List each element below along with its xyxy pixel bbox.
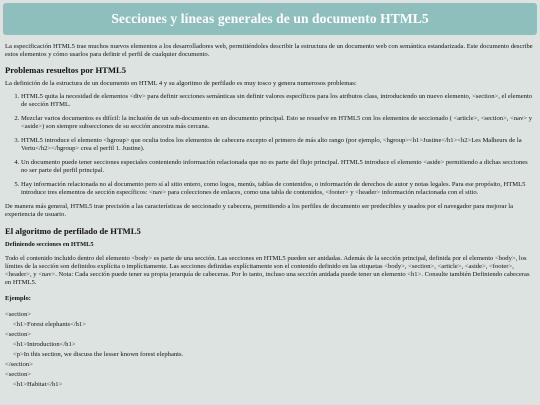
algorithm-heading: El algoritmo de perfilado de HTML5	[5, 226, 141, 236]
code-line: <section>	[5, 311, 32, 318]
problems-intro: La definición de la estructura de un documento en HTML 4 y su algoritmo de perfilado es muy tosco y genera numerosos problemas:	[5, 80, 357, 87]
problems-heading: Problemas resueltos por HTML5	[5, 65, 127, 75]
list-item: 2. Mezclar varios documentos es difícil: la inclusión de un sub-documento en un documento principal. Esto se resuelve en HTML5 con los elementos de seccionado ( <article>, <section>, <nav> y <aside>) son siempre subsecciones de su sección ancestra más cercana.	[21, 115, 533, 131]
page-title: Secciones y líneas generales de un documento HTML5	[111, 11, 429, 26]
summary-paragraph: De manera más general, HTML5 trae precisión a las características de seccionado y cabecera, permitiendo a los perfiles de documento ser predecibles y usados por el navegador para mejorar la experiencia de usuario.	[5, 203, 514, 218]
list-item: 5. Hay información relacionada no al documento pero sí al sitio entero, como logos, menús, tablas de contenidos, o información de derechos de autor y notas legales. Para ese propósito, HTML5 introduce tres elementos de sección específicos: <nav> para colecciones de enlaces, como una tabla de contenidos, <footer> y <header> información relacionada con el sitio.	[21, 181, 533, 197]
intro-paragraph: La especificación HTML5 trae muchos nuevos elementos a los desarrolladores web, permitiéndoles describir la estructura de un documento web con semántica estandarizada. Este documento describe estos elementos y cómo usarlos para definir el perfil de cualquier documento.	[5, 43, 533, 58]
list-item: 4. Un documento puede tener secciones especiales conteniendo información relacionada que no es parte del flujo principal. HTML5 introduce el elemento <aside> permitiendo a dichas secciones no ser parte del perfil principal.	[21, 159, 533, 175]
code-line: <h1>Forest elephants</h1>	[13, 321, 86, 328]
code-line: <section>	[5, 331, 32, 338]
code-line: <section>	[5, 371, 32, 378]
sections-subheading: Definiendo secciones en HTML5	[5, 241, 94, 248]
code-line: <p>In this section, we discuss the lesser known forest elephants.	[13, 351, 184, 358]
list-item: 1. HTML5 quita la necesidad de elementos <div> para definir secciones semánticas sin definir valores específicos para los atributos class, introduciendo un nuevo elemento, <section>, el elemento de sección HTML.	[21, 93, 533, 109]
main-content	[5, 43, 533, 390]
list-item: 3. HTML5 introduce el elemento <hgroup> que oculta todos los elementos de cabecera excepto el primero de más alto rango (por ejemplo, <hgroup><h1>Justine</h1><h2>Les Malheurs de la Vertu</h2></hgroup> crea el perfil 1. Justine).	[21, 137, 533, 153]
algorithm-paragraph: Todo el contenido incluido dentro del elemento <body> es parte de una sección. Las secciones en HTML5 pueden ser anidadas. Además de la sección principal, definida por el elemento <body>, los límites de la sección son definidos explícita o implícitamente. Las secciones definidas explícitamente son el contenido definido en las etiquetas <body>, <section>, <article>, <aside>, <footer>, <header>, y <nav>. Nota: Cada sección puede tener su propia jerarquía de cabeceras. Por lo tanto, incluso una sección anidada puede tener un elemento <h1>. Consulte también Definiendo cabeceras en HTML5.	[5, 255, 530, 286]
code-example	[5, 310, 533, 390]
code-line: <h1>Habitat</h1>	[13, 381, 63, 388]
code-line: <h1>Introduction</h1>	[13, 341, 76, 348]
page-header	[3, 3, 537, 35]
code-line: </section>	[5, 361, 33, 368]
problems-list	[5, 93, 533, 197]
example-label: Ejemplo:	[5, 295, 32, 302]
